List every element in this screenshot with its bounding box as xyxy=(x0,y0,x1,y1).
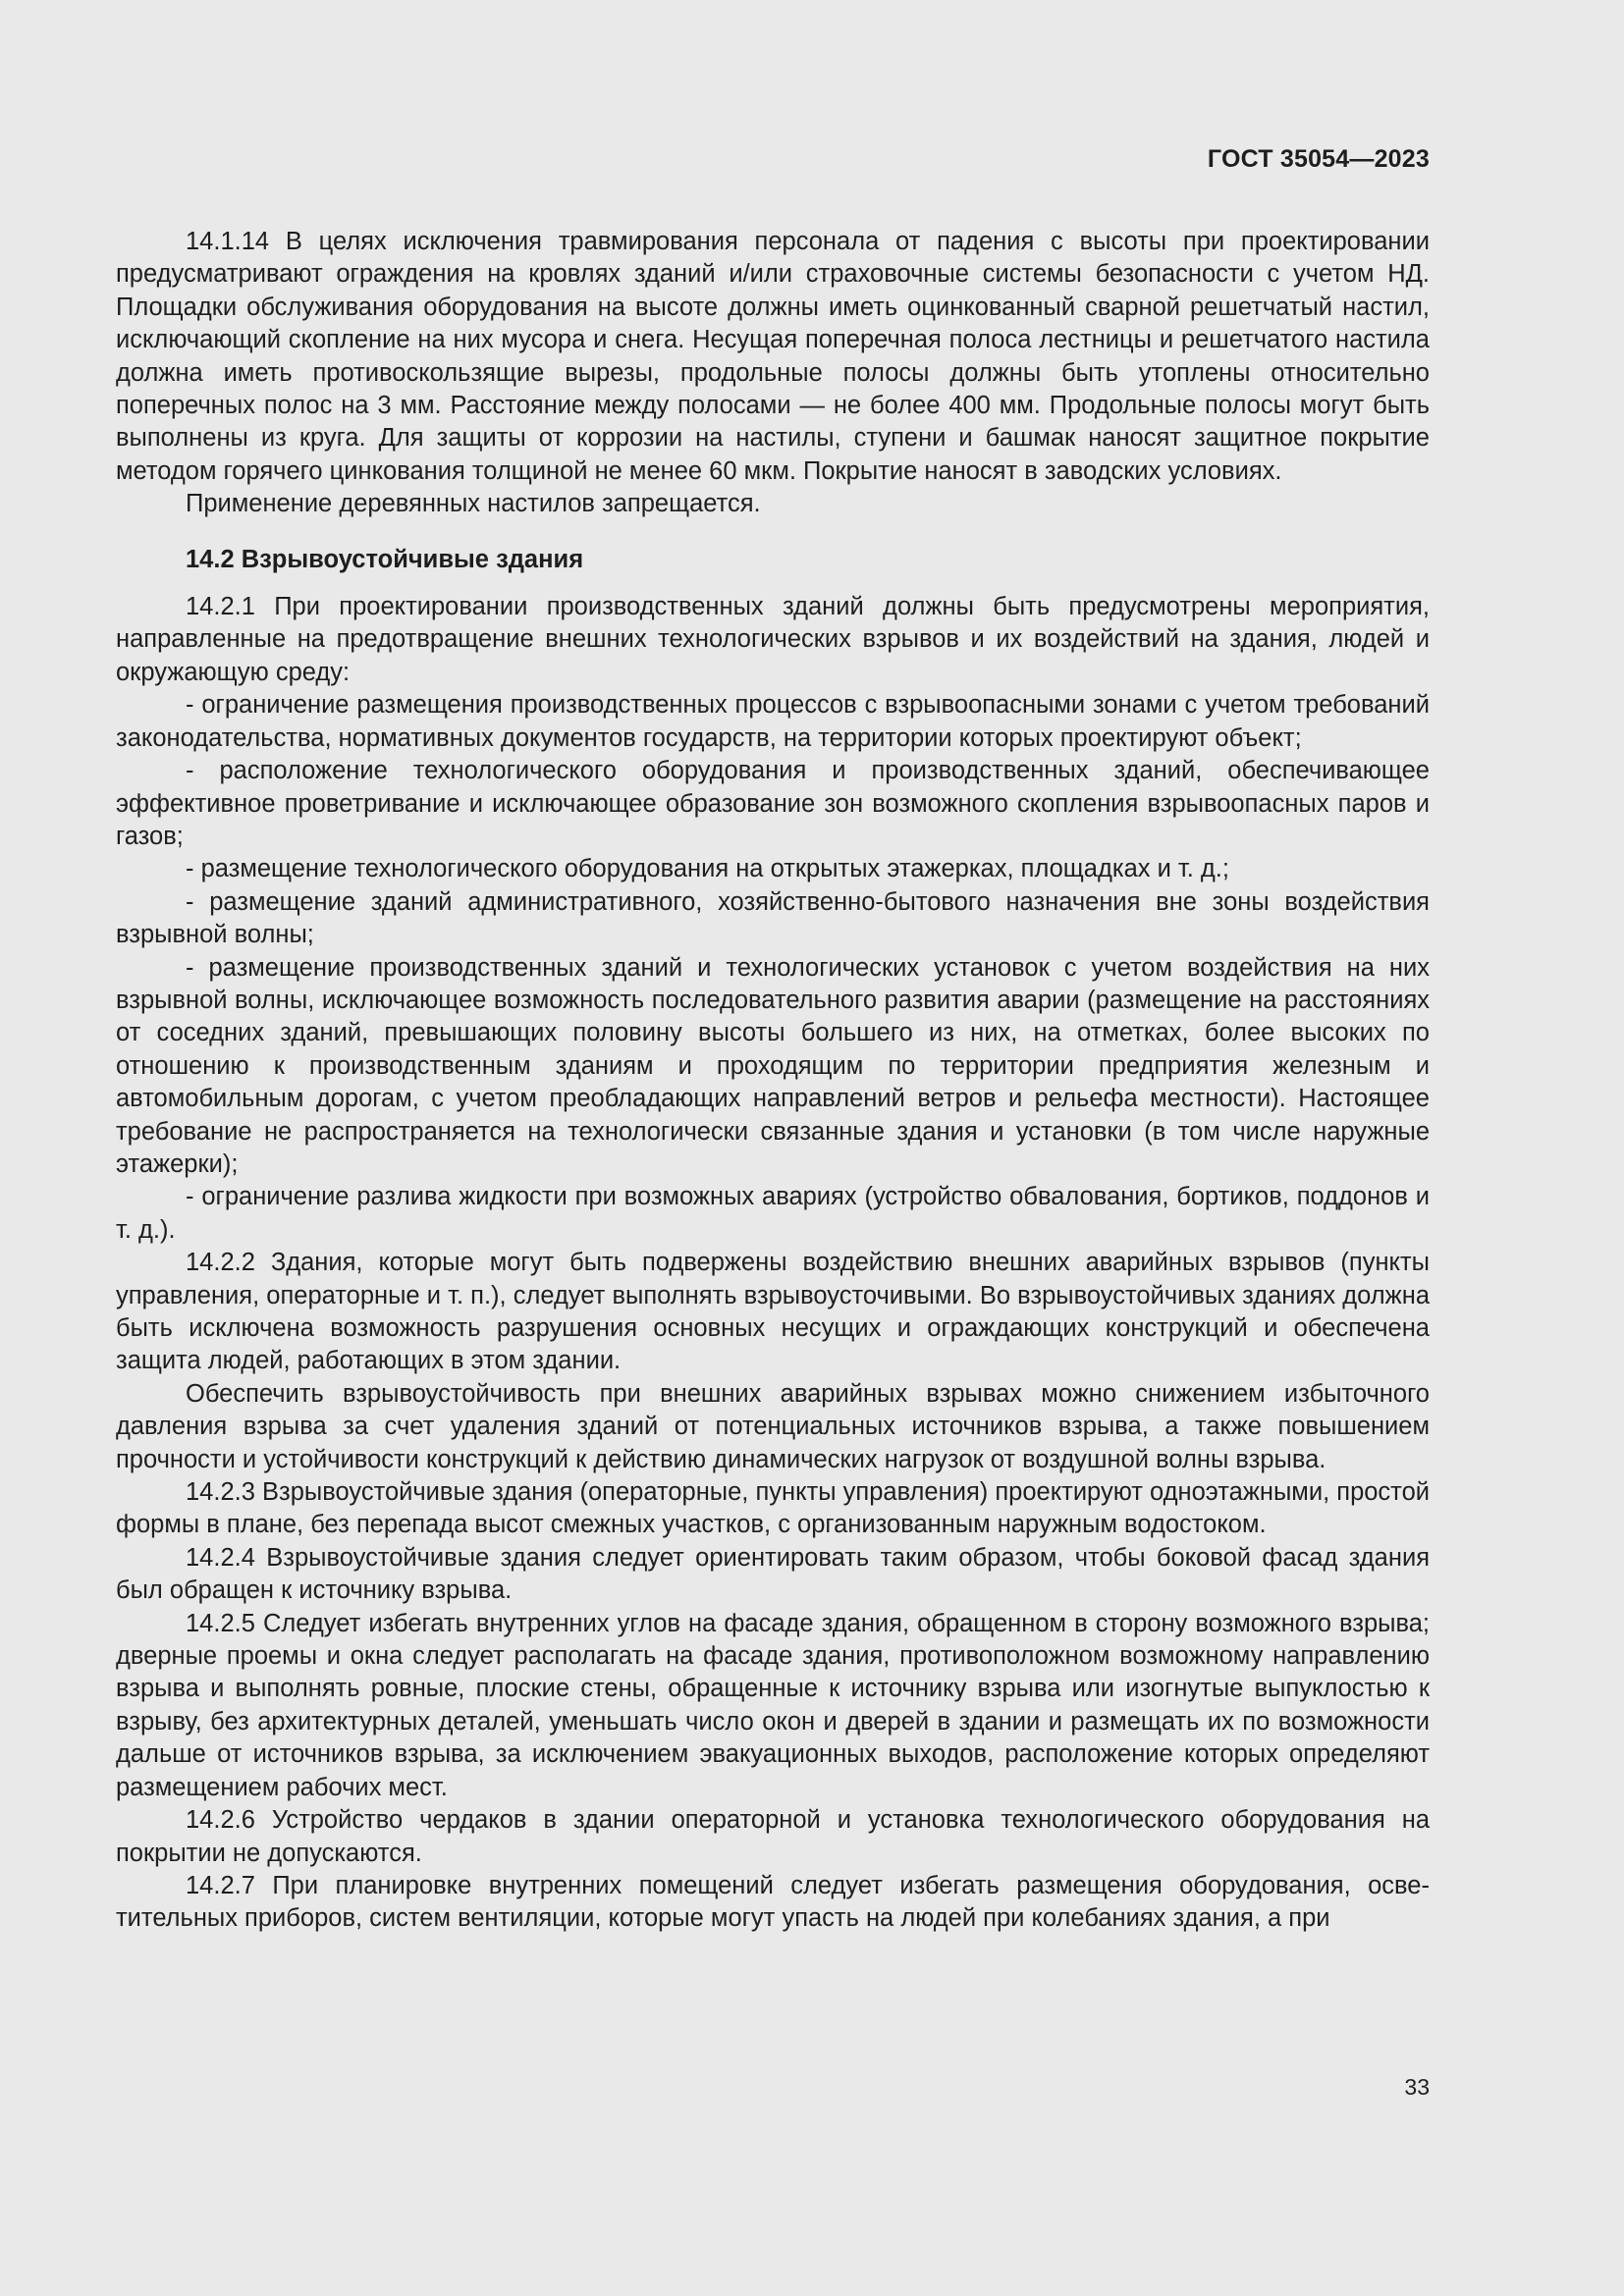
paragraph-14-2-2: 14.2.2 Здания, которые могут быть подвержены воздействию внешних аварийных взрывов (пункты управления, операторные и т. п.), следует выполнять взрывоусточивыми. Во взрывоустойчивых зданиях должна быть исключена возможность разрушения основных несущих и ограждающих конструкций и обеспечена защита людей, работающих в этом здании. xyxy=(116,1249,1430,1375)
paragraph-14-1-14: 14.1.14 В целях исключения травмирования персонала от падения с высоты при проектировании предусматривают ограждения на кровлях зданий и/или страховочные системы безопасности с учетом НД. Площадки обслуживания оборудования на высоте должны иметь оцинкованный сварной решетчатый настил, исключающий скопление на них мусора и снега. Несущая поперечная полоса лестницы и решетчатого настила должна иметь противоскользящие вырезы, продольные полосы должны быть утоплены относительно поперечных полос на 3 мм. Расстояние между полосами — не более 400 мм. Продольные полосы могут быть выполнены из круга. Для защиты от коррозии на настилы, ступени и башмак наносят защитное покрытие методом горячего цинкования толщиной не менее 60 мкм. Покрытие наносят в заводских условиях. xyxy=(116,228,1430,485)
paragraph-14-2-1: 14.2.1 При проектировании производственных зданий должны быть предусмотрены мероприятия, направленные на предотвращение внешних технологических взрывов и их воздействий на здания, людей и окружающую среду: xyxy=(116,593,1430,686)
doc-code-header: ГОСТ 35054—2023 xyxy=(1207,145,1430,173)
paragraph-14-2-6: 14.2.6 Устройство чердаков в здании операторной и установка технологического оборудования на покрытии не допускаются. xyxy=(116,1806,1430,1867)
document-body xyxy=(116,226,1430,1936)
paragraph-14-2-3: 14.2.3 Взрывоустойчивые здания (операторные, пункты управления) проектируют одноэтажными, простой формы в плане, без перепада высот смежных участков, с организованным наружным водостоком. xyxy=(116,1478,1430,1539)
section-heading-14-2: 14.2 Взрывоустойчивые здания xyxy=(186,545,584,573)
paragraph-14-2-4: 14.2.4 Взрывоустойчивые здания следует ориентировать таким образом, чтобы боковой фасад здания был обращен к источнику взрыва. xyxy=(116,1543,1430,1605)
list-item: - ограничение разлива жидкости при возможных авариях (устройство обвалования, бортиков, поддонов и т. д.). xyxy=(116,1183,1430,1244)
paragraph-wooden-decks: Применение деревянных настилов запрещается. xyxy=(186,490,761,518)
list-item: - расположение технологического оборудования и производственных зданий, обеспечивающее эффективное проветривание и исключающее образование зон возможного скопления взрывоопасных паров и газов; xyxy=(116,757,1430,850)
list-item: - размещение производственных зданий и технологических установок с учетом воздействия на них взрывной волны, исключающее возможность последовательного развития аварии (размещение на расстояниях от соседних зданий, превышающих половину высоты большего из них, на отметках, более высоких по отношению к производственным зданиям и проходящим по территории предприятия железным и автомобильным дорогам, с учетом преобладающих направлений ветров и рельефа местности). Настоящее требование не распространяется на технологически связанные здания и установки (в том числе наружные этажерки); xyxy=(116,953,1430,1178)
paragraph-14-2-7: 14.2.7 При планировке внутренних помещений следует избегать размещения оборудования, осветительных приборов, систем вентиляции, которые могут упасть на людей при колебаниях здания, а при xyxy=(116,1871,1430,1933)
paragraph-14-2-5: 14.2.5 Следует избегать внутренних углов на фасаде здания, обращенном в сторону возможного взрыва; дверные проемы и окна следует располагать на фасаде здания, противоположном возможному направлению взрыва и выполнять ровные, плоские стены, обращенные к источнику взрыва или изогнутые выпуклостью к взрыву, без архитектурных деталей, уменьшать число окон и дверей в здании и размещать их по возможности дальше от источников взрыва, за исключением эвакуационных выходов, расположение которых определяют размещением рабочих мест. xyxy=(116,1609,1430,1801)
page-number: 33 xyxy=(1404,2074,1430,2100)
list-item: - размещение зданий административного, хозяйственно-бытового назначения вне зоны воздействия взрывной волны; xyxy=(116,887,1430,949)
paragraph-blast-resistance: Обеспечить взрывоустойчивость при внешних аварийных взрывах можно снижением избыточного давления взрыва за счет удаления зданий от потенциальных источников взрыва, а также повышением прочности и устойчивости конструкций к действию динамических нагрузок от воздушной волны взрыва. xyxy=(116,1379,1430,1473)
list-item: - ограничение размещения производственных процессов с взрывоопасными зонами с учетом требований законодательства, нормативных документов государств, на территории которых проектируют объект; xyxy=(116,691,1430,752)
list-item: - размещение технологического оборудования на открытых этажерках, площадках и т. д.; xyxy=(186,855,1229,883)
